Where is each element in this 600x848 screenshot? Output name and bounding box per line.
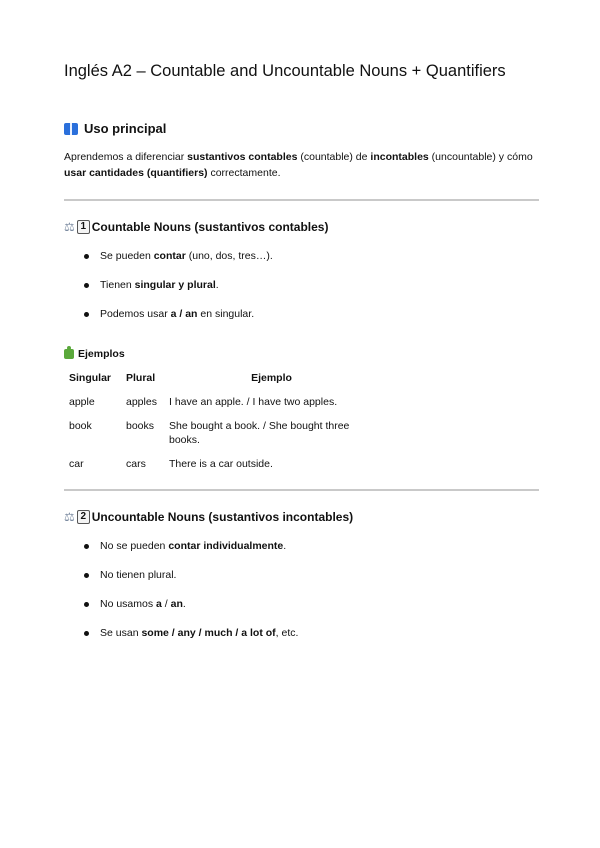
countable-title: Countable Nouns (sustantivos contables) bbox=[91, 220, 329, 234]
text-run: No usamos bbox=[100, 598, 157, 610]
text-run: . bbox=[215, 279, 219, 291]
column-header: Plural bbox=[126, 372, 156, 384]
table-cell: cars bbox=[126, 458, 146, 470]
table-row bbox=[64, 414, 379, 452]
text-run: No se pueden bbox=[100, 540, 169, 552]
book-icon bbox=[64, 123, 78, 135]
table-cell: apple bbox=[69, 396, 95, 408]
text-run: en singular. bbox=[197, 308, 255, 320]
table-cell: car bbox=[69, 458, 84, 470]
table-row bbox=[64, 390, 379, 414]
column-header: Singular bbox=[69, 372, 112, 384]
column-header: Ejemplo bbox=[251, 372, 292, 384]
text-run: Se usan bbox=[100, 627, 142, 639]
uncountable-bullets bbox=[82, 539, 298, 655]
text-run: Aprendemos a diferenciar bbox=[64, 151, 188, 163]
uso-heading-label: Uso principal bbox=[84, 121, 167, 136]
bold-text: incontables bbox=[370, 151, 429, 163]
number-two-icon: 2 bbox=[77, 510, 90, 524]
text-run: (uncountable) y cómo bbox=[428, 151, 533, 163]
table-cell: apples bbox=[126, 396, 157, 408]
bold-text: a / an bbox=[170, 308, 198, 320]
bold-text: contar bbox=[153, 250, 186, 262]
bold-text: sustantivos contables bbox=[187, 151, 298, 163]
bold-text: usar cantidades (quantifiers) bbox=[64, 167, 208, 179]
page-title: Inglés A2 – Countable and Uncountable Nouns + Quantifiers bbox=[64, 62, 506, 80]
list-item bbox=[82, 249, 273, 278]
text-run: correctamente. bbox=[207, 167, 281, 179]
bold-text: singular y plural bbox=[134, 279, 216, 291]
divider bbox=[64, 199, 539, 201]
bold-text: an bbox=[170, 598, 183, 610]
puzzle-piece-icon bbox=[64, 349, 74, 359]
text-run: Tienen bbox=[100, 279, 135, 291]
uncountable-heading bbox=[64, 510, 353, 524]
examples-heading-label: Ejemplos bbox=[78, 348, 125, 360]
text-run: (uno, dos, tres…). bbox=[185, 250, 273, 262]
balance-scale-icon: ⚖ bbox=[64, 220, 75, 234]
table-row bbox=[64, 452, 379, 476]
table-cell: I have an apple. / I have two apples. bbox=[169, 396, 338, 408]
countable-heading bbox=[64, 220, 328, 234]
list-item bbox=[82, 307, 273, 336]
text-run: , etc. bbox=[275, 627, 299, 639]
bold-text: a bbox=[156, 598, 162, 610]
balance-scale-icon: ⚖ bbox=[64, 510, 75, 524]
list-item bbox=[82, 568, 298, 597]
number-one-icon: 1 bbox=[77, 220, 90, 234]
uncountable-title: Uncountable Nouns (sustantivos incontables) bbox=[91, 510, 354, 524]
table-cell: books bbox=[126, 420, 155, 432]
uso-heading bbox=[64, 121, 166, 136]
text-run: Se pueden bbox=[100, 250, 154, 262]
list-item bbox=[82, 626, 298, 655]
uso-intro bbox=[64, 149, 544, 181]
text-run: Podemos usar bbox=[100, 308, 171, 320]
examples-table bbox=[64, 366, 379, 476]
divider bbox=[64, 489, 539, 491]
list-item bbox=[82, 539, 298, 568]
table-cell: There is a car outside. bbox=[169, 458, 273, 470]
list-item bbox=[82, 597, 298, 626]
countable-bullets bbox=[82, 249, 273, 336]
table-cell: book bbox=[69, 420, 92, 432]
bold-text: some / any / much / a lot of bbox=[141, 627, 276, 639]
bold-text: contar individualmente bbox=[168, 540, 284, 552]
text-run: . bbox=[283, 540, 287, 552]
list-item bbox=[82, 278, 273, 307]
table-cell: She bought a book. / She bought three books. bbox=[169, 420, 350, 446]
text-run: (countable) de bbox=[297, 151, 371, 163]
text-run: No tienen plural. bbox=[100, 569, 177, 581]
text-run: . bbox=[182, 598, 186, 610]
examples-heading bbox=[64, 348, 125, 360]
text-run: / bbox=[161, 598, 171, 610]
table-header-row bbox=[64, 366, 379, 390]
